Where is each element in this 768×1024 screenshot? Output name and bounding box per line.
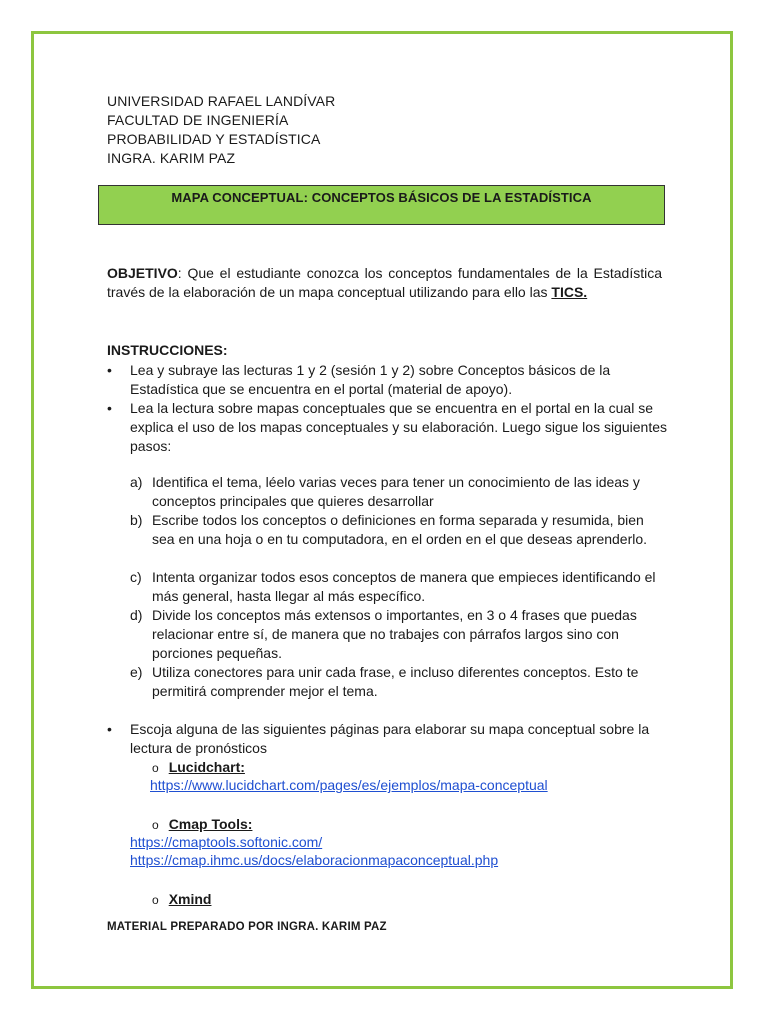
cmap-link-1[interactable]: https://cmaptools.softonic.com/: [130, 834, 323, 850]
circle-bullet-icon: o: [152, 761, 159, 775]
step-text: Escribe todos los conceptos o definiciones en forma separada y resumida, bien sea en una hoja o en tu computadora, en el orden en el que deseas aprenderlo.: [152, 512, 648, 547]
bullet-text: Lea la lectura sobre mapas conceptuales que se encuentra en el portal en la cual se explica el uso de los mapas conceptuales y su elaboración. Luego sigue los siguientes pasos:: [130, 400, 668, 454]
course-name: PROBABILIDAD Y ESTADÍSTICA: [107, 131, 321, 147]
bullet-icon: •: [107, 400, 112, 416]
objective-label: OBJETIVO: [107, 265, 178, 281]
tool-xmind: [152, 890, 211, 910]
bullet-text: Lea y subraye las lecturas 1 y 2 (sesión 1 y 2) sobre Conceptos básicos de la Estadística que se encuentra en el portal (material de apoyo).: [130, 362, 611, 397]
tool-name: Lucidchart:: [168, 759, 245, 775]
tool-cmap: [152, 815, 252, 835]
document-header: [107, 92, 335, 168]
step-text: Utiliza conectores para unir cada frase, e incluso diferentes conceptos. Esto te permitirá comprender mejor el tema.: [152, 664, 639, 699]
cmap-link-2[interactable]: https://cmap.ihmc.us/docs/elaboracionmapaconceptual.php: [130, 852, 499, 868]
bullet-icon: •: [107, 362, 112, 378]
instructions-title: INSTRUCCIONES:: [107, 342, 228, 358]
objective-text: : Que el estudiante conozca los conceptos fundamentales de la Estadística través de la elaboración de un mapa conceptual utilizando para ello las: [107, 265, 662, 300]
tics-link[interactable]: TICS.: [551, 284, 588, 300]
step-text: Identifica el tema, léelo varias veces para tener un conocimiento de las ideas y conceptos principales que quieres desarrollar: [152, 474, 640, 509]
university-name: UNIVERSIDAD RAFAEL LANDÍVAR: [107, 93, 336, 109]
lucidchart-link[interactable]: https://www.lucidchart.com/pages/es/ejemplos/mapa-conceptual: [150, 777, 548, 793]
step-text: Divide los conceptos más extensos o importantes, en 3 o 4 frases que puedas relacionar entre sí, de manera que no trabajes con párrafos largos sino con porciones pequeñas.: [152, 607, 637, 661]
page-title: MAPA CONCEPTUAL: CONCEPTOS BÁSICOS DE LA ESTADÍSTICA: [171, 190, 592, 205]
objective-paragraph: [107, 264, 662, 302]
step-text: Intenta organizar todos esos conceptos de manera que empieces identificando el más general, hasta llegar al más específico.: [152, 569, 656, 604]
tool-name: Xmind: [168, 891, 212, 907]
tool-name: Cmap Tools:: [168, 816, 253, 832]
bullet-text: Escoja alguna de las siguientes páginas para elaborar su mapa conceptual sobre la lectura de pronósticos: [130, 721, 650, 756]
step-label: c): [130, 569, 142, 585]
bullet-icon: •: [107, 721, 112, 737]
step-label: b): [130, 512, 143, 528]
faculty-name: FACULTAD DE INGENIERÍA: [107, 112, 289, 128]
step-label: a): [130, 474, 143, 490]
tool-lucidchart: [152, 758, 245, 778]
title-box: [98, 185, 665, 225]
circle-bullet-icon: o: [152, 893, 159, 907]
circle-bullet-icon: o: [152, 818, 159, 832]
instructor-name: INGRA. KARIM PAZ: [107, 150, 236, 166]
step-label: e): [130, 664, 143, 680]
step-label: d): [130, 607, 143, 623]
footer-credit: MATERIAL PREPARADO POR INGRA. KARIM PAZ: [107, 921, 387, 933]
